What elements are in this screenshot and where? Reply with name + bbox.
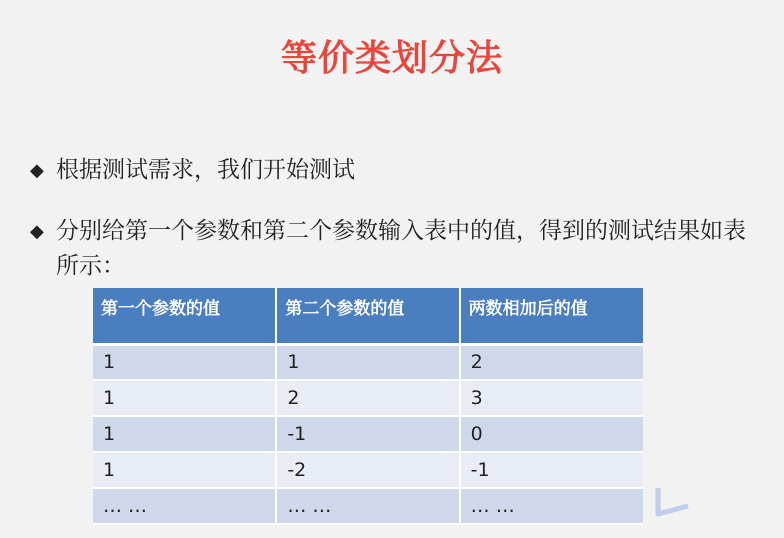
bullet-item [30, 214, 754, 284]
results-table [93, 288, 643, 525]
table-cell: … … [93, 488, 276, 524]
column-header: 第一个参数的值 [93, 288, 276, 344]
table-cell: … … [460, 488, 643, 524]
diamond-bullet-icon: ◆ [30, 221, 44, 242]
table-row [93, 488, 643, 524]
slide-title: 等价类划分法 [280, 38, 503, 79]
table-cell: 1 [276, 344, 459, 380]
table-row [93, 416, 643, 452]
table-cell: 2 [276, 380, 459, 416]
column-header: 第二个参数的值 [276, 288, 459, 344]
table-header-row [93, 288, 643, 344]
table-cell: 1 [93, 416, 276, 452]
table-cell: 2 [460, 344, 643, 380]
table-cell: … … [276, 488, 459, 524]
column-header: 两数相加后的值 [460, 288, 643, 344]
diamond-bullet-icon: ◆ [30, 160, 44, 181]
logo-watermark-icon [654, 484, 694, 520]
table-cell: -1 [460, 452, 643, 488]
table-cell: 0 [460, 416, 643, 452]
table-row [93, 344, 643, 380]
table-cell: -1 [276, 416, 459, 452]
bullet-item [30, 153, 754, 188]
table-cell: -2 [276, 452, 459, 488]
bullet-text: 根据测试需求，我们开始测试 [56, 157, 355, 183]
bullet-text: 分别给第一个参数和第二个参数输入表中的值，得到的测试结果如表所示： [56, 218, 746, 279]
table-cell: 1 [93, 344, 276, 380]
table-row [93, 452, 643, 488]
table-cell: 3 [460, 380, 643, 416]
table-cell: 1 [93, 452, 276, 488]
table-cell: 1 [93, 380, 276, 416]
table-row [93, 380, 643, 416]
